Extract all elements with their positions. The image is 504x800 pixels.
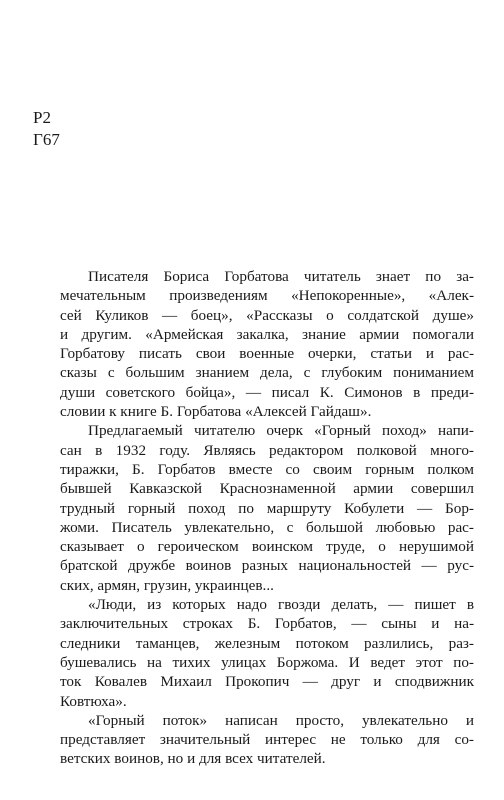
text-line: сказывает о героическом воинском труде, о нерушимой <box>60 538 474 556</box>
text-line: заключительных строках Б. Горбатов, — сыны и на- <box>60 615 474 633</box>
preface-text <box>60 267 474 769</box>
text-line: мечательным произведениям «Непокоренные», «Алек- <box>60 287 474 305</box>
classification-codes <box>33 107 60 151</box>
text-line: словии к книге Б. Горбатова «Алексей Гайдаш». <box>60 403 372 421</box>
text-line: ветских воинов, но и для всех читателей. <box>60 750 326 768</box>
text-line: следники таманцев, железным потоком разлились, раз- <box>60 634 474 652</box>
text-line: сей Куликов — боец», «Рассказы о солдатской душе» <box>60 306 474 324</box>
text-line: трудный горный поход по маршруту Кобулети — Бор- <box>60 499 474 517</box>
text-line: тиражки, Б. Горбатов вместе со своим горным полком <box>60 460 474 478</box>
text-line: «Горный поток» написан просто, увлекательно и <box>88 711 474 729</box>
text-line: и другим. «Армейская закалка, знание армии помогали <box>60 325 474 343</box>
classification-code-primary: Р2 <box>33 108 51 127</box>
text-line: Писателя Бориса Горбатова читатель знает по за- <box>88 268 474 285</box>
text-line: ских, армян, грузин, украинцев... <box>60 576 274 594</box>
text-line: бушевались на тихих улицах Боржома. И ведет этот по- <box>60 653 474 671</box>
paragraph-4 <box>60 711 474 769</box>
text-line: ток Ковалев Михаил Прокопич — друг и сподвижник <box>60 673 474 691</box>
classification-code-author: Г67 <box>33 130 60 149</box>
text-line: представляет значительный интерес не только для со- <box>60 731 474 749</box>
text-line: души советского бойца», — писал К. Симонов в преди- <box>60 383 474 401</box>
text-line: бывшей Кавказской Краснознаменной армии совершил <box>60 480 474 498</box>
text-line: Предлагаемый читателю очерк «Горный поход» напи- <box>88 422 474 440</box>
text-line: Ковтюха». <box>60 692 127 710</box>
text-line: братской дружбе воинов разных национальностей — рус- <box>60 557 474 575</box>
text-line: жоми. Писатель увлекательно, с большой любовью рас- <box>60 518 474 536</box>
text-line: «Люди, из которых надо гвозди делать, — пишет в <box>88 596 474 614</box>
paragraph-2 <box>60 421 474 595</box>
paragraph-3 <box>60 595 474 711</box>
text-line: Горбатову писать свои военные очерки, статьи и рас- <box>60 345 474 363</box>
paragraph-1 <box>60 267 474 421</box>
text-line: сказы с большим знанием дела, с глубоким пониманием <box>60 364 474 382</box>
text-line: сан в 1932 году. Являясь редактором полковой много- <box>60 441 474 459</box>
